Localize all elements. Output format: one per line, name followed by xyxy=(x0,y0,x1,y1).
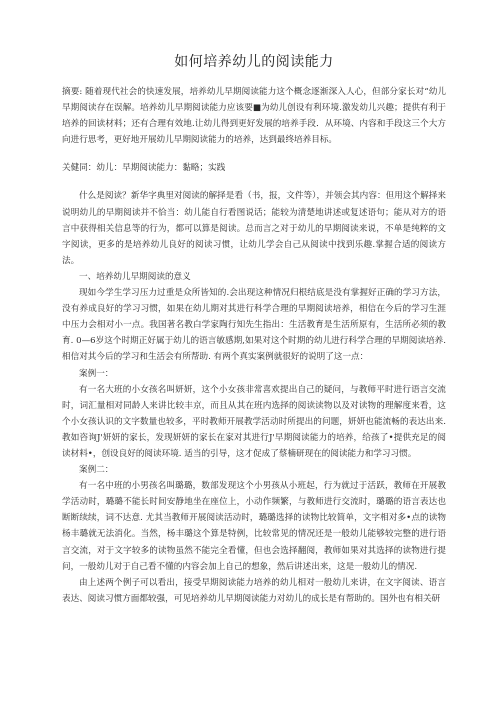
paragraph-conclusion: 由上述两个例子可以看出，接受早期阅读能力培养的幼儿相对一般幼儿来讲，在文字阅读、语言表达、阅读习惯方面都较强，可见培养幼儿早期阅读能力对幼儿的成长是有帮助的。国外也有相关研 xyxy=(62,577,446,604)
keywords: 关健同：幼儿：早期阅读能力：黏略；实践 xyxy=(62,163,226,174)
abstract: 摘要: 随着现代社会的快速发展，培养幼儿早期阅读能力这个概念逐渐深入人心，但部分家长对“幼儿早期阅读存在误解。培养幼儿早期阅读能力应该要■为幼儿创设有利环境.激发幼儿兴趣；提供有利于培养的回读材料；还有合理有效地.让幼儿得到更好发展的培养手段．从环境、内容和手段这三个大方向进行思考，更好地开展幼儿早期阅读能力的培养，达到最终培养目标。 xyxy=(62,87,446,146)
section-heading: 一、培养幼儿早期阅读的意义 xyxy=(79,271,191,282)
case-one-label: 案例一： xyxy=(79,368,114,379)
document-title: 如何培养幼儿的阅读能力 xyxy=(174,54,334,70)
paragraph-intro: 什么是阅读？新华字典里对阅读的解择是看（书，报，文件等），并领会其内容：但用这个解择来说明幼儿的早期阅读并不恰当：幼儿能自行看图说话；能较为清楚地讲述或复述语句；能从对方的语言中获得相关信息等的行为，都可以算是阅读。总而言之对于幼儿的早期阅读来说，不单是纯粹的文字阅读，更多的是培养幼儿良好的阅读习惯，让幼儿学会自己从阅读中找到乐趣.掌握合适的阅读方法。 xyxy=(62,191,446,266)
paragraph-case-one: 有一名大班的小女孩名叫妍妍，这个小女孩非常喜欢提出自己的疑问，与教师平时进行语言交流时，词汇量相对同龄人来讲比较丰京，而且从其在班内选择的阅读读物以及对读物的理解度来看，这个小女孩认识的文字数量也较多，平时教师开展教学活动时所提出的问题，妍妍也能流畅的表达出来. 教如咨询J'妍妍的家长，发现妍妍的家长在家对其进行J'早期阅读能力的培养，给孩了•提供充足的阅读材料•，创设良好的阅读环境. 适当的引导，这才促成了蔡楠研现在的阅读能力和学习习惯。 xyxy=(62,384,446,459)
document-page xyxy=(62,52,446,607)
paragraph-case-two: 有一名中班的小男孩名叫璐璐，数部发现这个小男孩从小班起，行为就过于活跃，教师在开展教学活动时，璐璐不能长时间安静地坐在座位上，小动作频繁，与教师进行交流时，璐璐的语言表达也断断续续，词不达意. 尤其当教师开展阅读活动时，璐璐选择的读物比较简单，文字相对多•点的读物杨丰璐就无法消化。当然，杨丰璐这个算是特例，比较常见的情况还是一般幼儿能够较完整的进行语言交流，对于文字较多的读物虽然不能完全看懂，但也会选择翻阅，教师如果对其选择的读物进行提问，一般幼儿对于自己看不懂的内容会加上自己的想象，然后讲述出来，这是一般幼儿的情况. xyxy=(62,481,446,572)
paragraph-significance: 现如今学生学习压力过重是众所皆知的.会出现这种情况归根结底是没有掌握好正确的学习方法，没有养成良好的学习习惯，如果在幼儿期对其进行科学合理的早期阅读培养，相信在今后的学习生涯中压力会相对小一点。我国著名教白学家陶行知先生指出：生活教育是生活所原有，生活所必须的教育. 0—6岁这个时期正好属于幼儿的语言敏感期,如果对这个时期的幼儿进行科学合理的早期阅读培养.相信对其今后的学习和生活会有所帮助. 有两个真实案例就很好的说明了这一点： xyxy=(62,288,446,363)
case-two-label: 案例二： xyxy=(79,465,114,476)
